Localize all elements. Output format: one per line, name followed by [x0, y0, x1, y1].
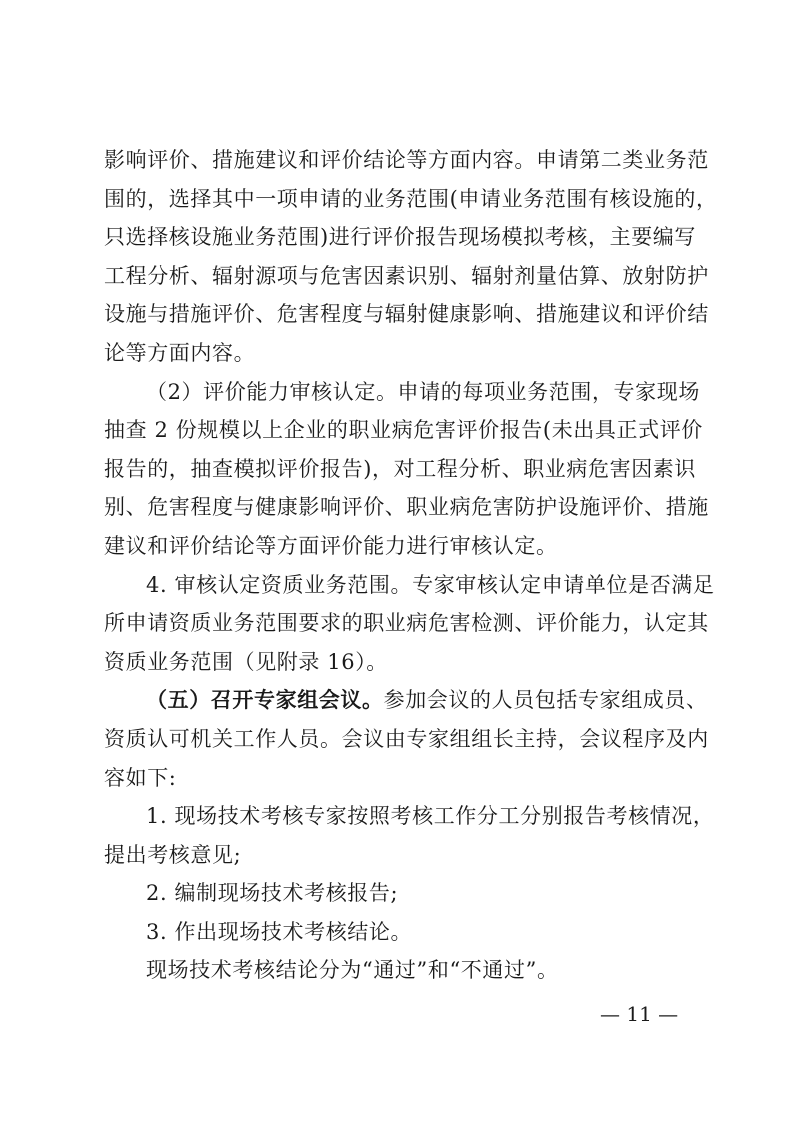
- text-line: 只选择核设施业务范围)进行评价报告现场模拟考核，主要编写: [104, 225, 696, 250]
- text-line: 4. 审核认定资质业务范围。专家审核认定申请单位是否满足: [146, 572, 715, 597]
- text-line: 容如下:: [104, 765, 177, 790]
- text-run: 参加会议的人员包括专家组成员、: [383, 688, 708, 713]
- text-line: 工程分析、辐射源项与危害因素识别、辐射剂量估算、放射防护: [104, 263, 709, 288]
- text-line: 论等方面内容。: [104, 340, 256, 365]
- text-line: 提出考核意见;: [104, 842, 242, 867]
- paragraph: [104, 797, 715, 874]
- text-line: 3. 作出现场技术考核结论。: [146, 919, 413, 944]
- text-line: [104, 681, 708, 720]
- paragraph: [104, 141, 718, 373]
- paragraph: [104, 874, 694, 913]
- text-line: 别、危害程度与健康影响评价、职业病危害防护设施评价、措施: [104, 495, 709, 520]
- text-line: 资质业务范围（见附录 16）。: [104, 649, 388, 674]
- paragraph: [104, 913, 694, 952]
- text-line: 1. 现场技术考核专家按照考核工作分工分别报告考核情况，: [146, 804, 715, 829]
- text-line: 报告的，抽查模拟评价报告)，对工程分析、职业病危害因素识: [104, 456, 696, 481]
- text-line: （2）评价能力审核认定。申请的每项业务范围，专家现场: [146, 379, 700, 404]
- text-line: 建议和评价结论等方面评价能力进行审核认定。: [104, 533, 558, 558]
- paragraph: [104, 566, 715, 682]
- text-line: 设施与措施评价、危害程度与辐射健康影响、措施建议和评价结: [104, 302, 709, 327]
- paragraph: [104, 951, 694, 990]
- text-line: 抽查 2 份规模以上企业的职业病危害评价报告(未出具正式评价: [104, 418, 703, 443]
- text-line: 所申请资质业务范围要求的职业病危害检测、评价能力，认定其: [104, 611, 709, 636]
- text-line: 2. 编制现场技术考核报告;: [146, 881, 399, 906]
- text-line: 资质认可机关工作人员。会议由专家组组长主持，会议程序及内: [104, 726, 709, 751]
- text-line: 围的，选择其中一项申请的业务范围(申请业务范围有核设施的，: [104, 186, 718, 211]
- page-number: — 11 —: [600, 1002, 679, 1026]
- body-text: [104, 141, 718, 990]
- text-line: 影响评价、措施建议和评价结论等方面内容。申请第二类业务范: [104, 148, 709, 172]
- paragraph: [104, 681, 709, 797]
- section-heading: （五）召开专家组会议。: [146, 687, 384, 713]
- paragraph: [104, 373, 709, 566]
- text-line: 现场技术考核结论分为“通过”和“不通过”。: [146, 958, 559, 983]
